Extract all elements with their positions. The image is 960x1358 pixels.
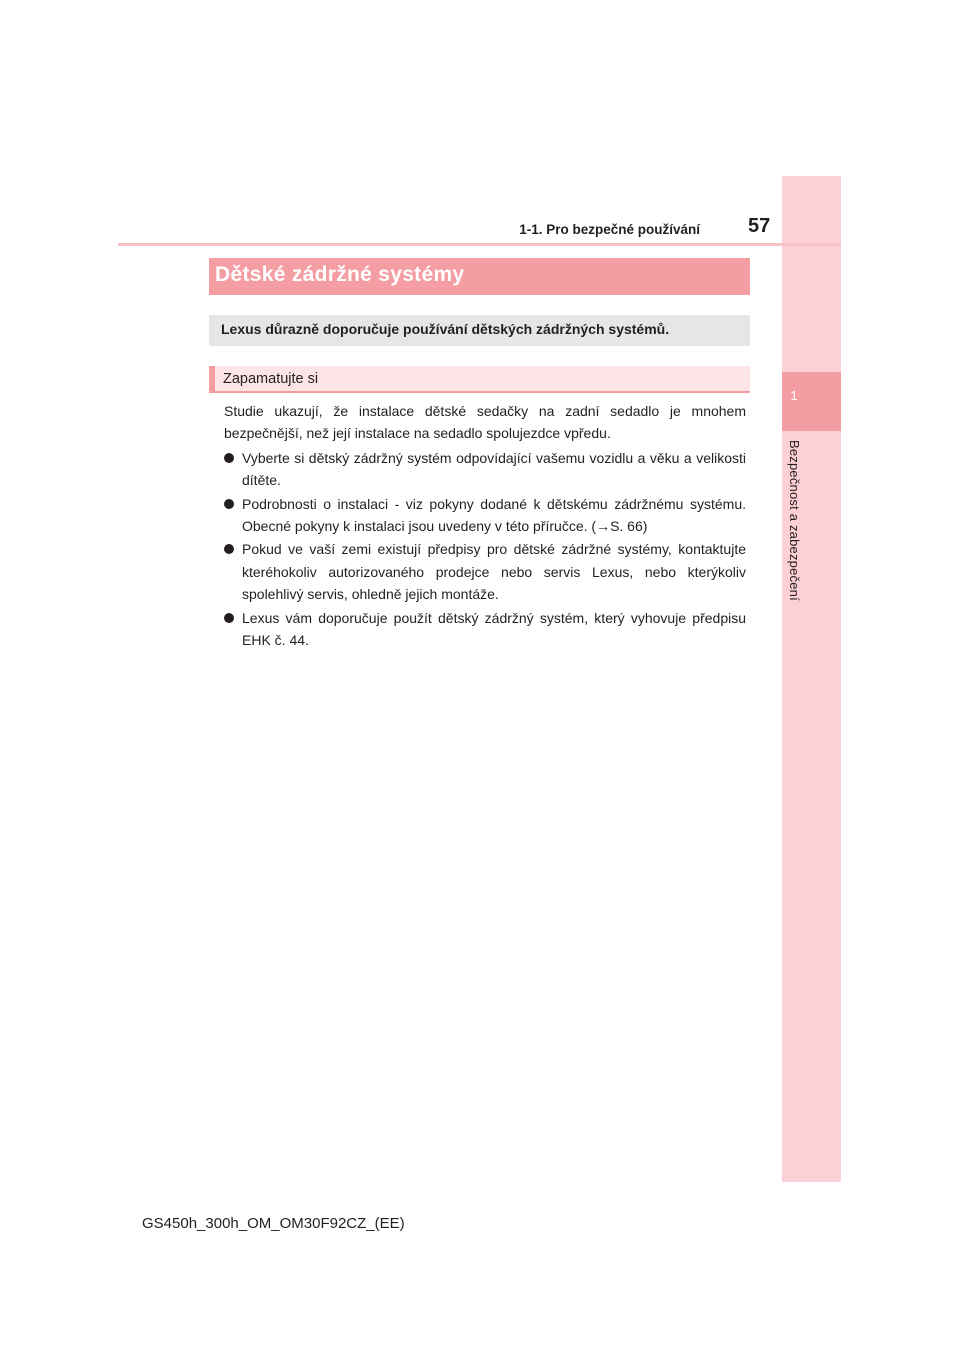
bullet-dot-icon xyxy=(224,613,234,623)
bullet-dot-icon xyxy=(224,499,234,509)
bullet-item xyxy=(224,538,746,605)
chapter-number: 1 xyxy=(790,388,798,403)
bullet-text: Podrobnosti o instalaci - viz pokyny dodané k dětskému zádržnému systému. Obecné pokyny k instalaci jsou uvedeny v této příručce. (→S. 66) xyxy=(242,495,746,535)
chapter-side-tab xyxy=(782,176,841,1182)
page-number: 57 xyxy=(748,215,771,237)
bullet-text: Lexus vám doporučuje použít dětský zádržný systém, který vyhovuje předpisu EHK č. 44. xyxy=(242,609,746,649)
note-content xyxy=(224,400,746,652)
section-reference: 1-1. Pro bezpečné používání xyxy=(519,222,700,237)
section-title-bar xyxy=(209,258,750,295)
note-title: Zapamatujte si xyxy=(223,371,319,387)
section-title: Dětské zádržné systémy xyxy=(215,263,465,286)
bullet-item xyxy=(224,607,746,652)
bullet-item xyxy=(224,447,746,492)
intro-box xyxy=(209,315,750,346)
note-heading xyxy=(209,366,750,393)
chapter-label: Bezpečnost a zabezpečení xyxy=(787,440,802,601)
bullet-dot-icon xyxy=(224,453,234,463)
bullet-item xyxy=(224,493,746,538)
bullet-text: Vyberte si dětský zádržný systém odpovídající vašemu vozidlu a věku a velikosti dítěte. xyxy=(242,449,746,489)
note-paragraph: Studie ukazují, že instalace dětské sedačky na zadní sedadlo je mnohem bezpečnější, než její instalace na sedadlo spolujezdce vpředu. xyxy=(224,403,746,442)
note-marker xyxy=(209,366,215,393)
bullet-dot-icon xyxy=(224,544,234,554)
bullet-text: Pokud ve vaší zemi existují předpisy pro dětské zádržné systémy, kontaktujte kteréhokoliv autorizovaného prodejce nebo servis Lexus, nebo kterýkoliv spolehlivý servis, ohledně jejich montáže. xyxy=(242,541,746,603)
intro-text: Lexus důrazně doporučuje používání dětských zádržných systémů. xyxy=(221,321,670,337)
header-rule xyxy=(118,243,841,246)
document-code: GS450h_300h_OM_OM30F92CZ_(EE) xyxy=(142,1215,405,1232)
